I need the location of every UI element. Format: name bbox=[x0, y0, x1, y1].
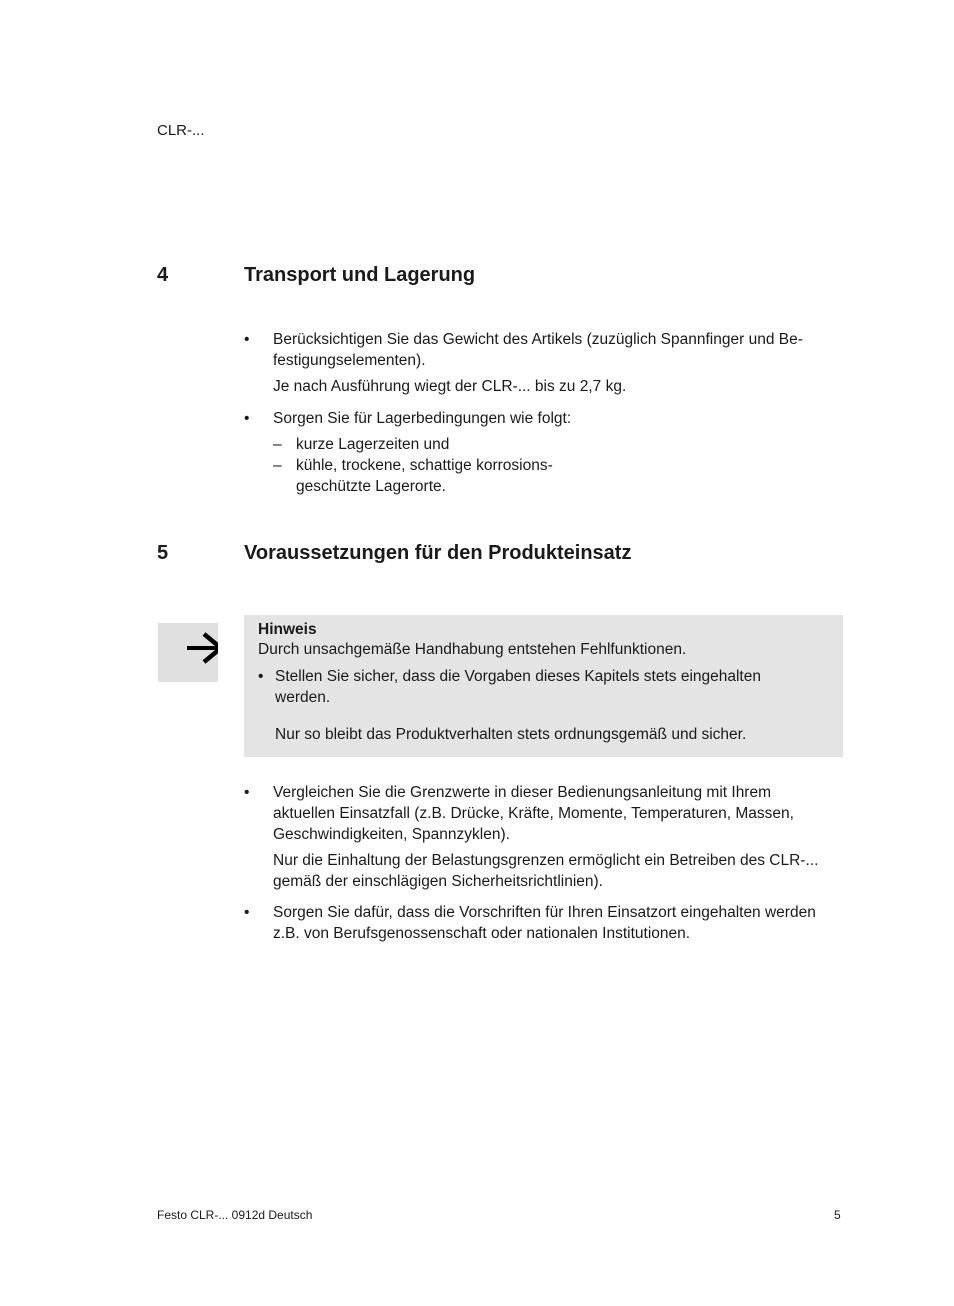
bullet-marker: • bbox=[244, 410, 250, 427]
section-5-bullet-1 bbox=[273, 782, 818, 892]
text-line: werden. bbox=[275, 689, 331, 706]
text-line: Nur die Einhaltung der Belastungsgrenzen ermöglicht ein Betreiben des CLR-... bbox=[273, 852, 819, 869]
note-intro: Durch unsachgemäße Handhabung entstehen Fehlfunktionen. bbox=[258, 641, 687, 658]
footer-document-info: Festo CLR-... 0912d Deutsch bbox=[157, 1208, 313, 1222]
bullet-marker: • bbox=[258, 668, 264, 685]
bullet-marker: • bbox=[244, 784, 250, 801]
text-line: kühle, trockene, schattige korrosions- bbox=[296, 457, 553, 474]
text-line: z.B. von Berufsgenossenschaft oder nationalen Institutionen. bbox=[273, 925, 691, 942]
storage-condition-2 bbox=[296, 455, 553, 497]
bullet-marker: • bbox=[244, 331, 250, 348]
text-line: Sorgen Sie dafür, dass die Vorschriften für Ihren Einsatzort eingehalten werden bbox=[273, 904, 816, 921]
text-line: festigungselementen). bbox=[273, 352, 426, 369]
page-number: 5 bbox=[834, 1208, 841, 1222]
weight-note: Je nach Ausführung wiegt der CLR-... bis zu 2,7 kg. bbox=[273, 378, 627, 395]
dash-marker: – bbox=[273, 457, 282, 474]
section-5-number: 5 bbox=[157, 542, 169, 564]
arrow-right-icon bbox=[158, 623, 218, 682]
text-line: aktuellen Einsatzfall (z.B. Drücke, Kräfte, Momente, Temperaturen, Massen, bbox=[273, 805, 794, 822]
section-4-bullet-2: Sorgen Sie für Lagerbedingungen wie folgt: bbox=[273, 410, 572, 427]
note-bullet bbox=[275, 666, 761, 708]
text-line: Geschwindigkeiten, Spannzyklen). bbox=[273, 826, 510, 843]
text-line: Berücksichtigen Sie das Gewicht des Artikels (zuzüglich Spannfinger und Be- bbox=[273, 331, 803, 348]
text-line: Vergleichen Sie die Grenzwerte in dieser Bedienungsanleitung mit Ihrem bbox=[273, 784, 772, 801]
note-closing: Nur so bleibt das Produktverhalten stets ordnungsgemäß und sicher. bbox=[275, 726, 747, 743]
note-title: Hinweis bbox=[258, 621, 317, 638]
section-5-title: Voraussetzungen für den Produkteinsatz bbox=[244, 542, 632, 564]
storage-condition-1: kurze Lagerzeiten und bbox=[296, 436, 450, 453]
bullet-marker: • bbox=[244, 904, 250, 921]
document-code: CLR-... bbox=[157, 122, 205, 139]
section-4-title: Transport und Lagerung bbox=[244, 264, 476, 286]
dash-marker: – bbox=[273, 436, 282, 453]
note-icon-container bbox=[158, 623, 218, 682]
text-line: geschützte Lagerorte. bbox=[296, 478, 446, 495]
section-5-bullet-2 bbox=[273, 902, 816, 944]
text-line: gemäß der einschlägigen Sicherheitsrichtlinien). bbox=[273, 873, 603, 890]
text-line: Stellen Sie sicher, dass die Vorgaben dieses Kapitels stets eingehalten bbox=[275, 668, 761, 685]
section-4-bullet-1 bbox=[273, 329, 803, 397]
section-4-number: 4 bbox=[157, 264, 169, 286]
